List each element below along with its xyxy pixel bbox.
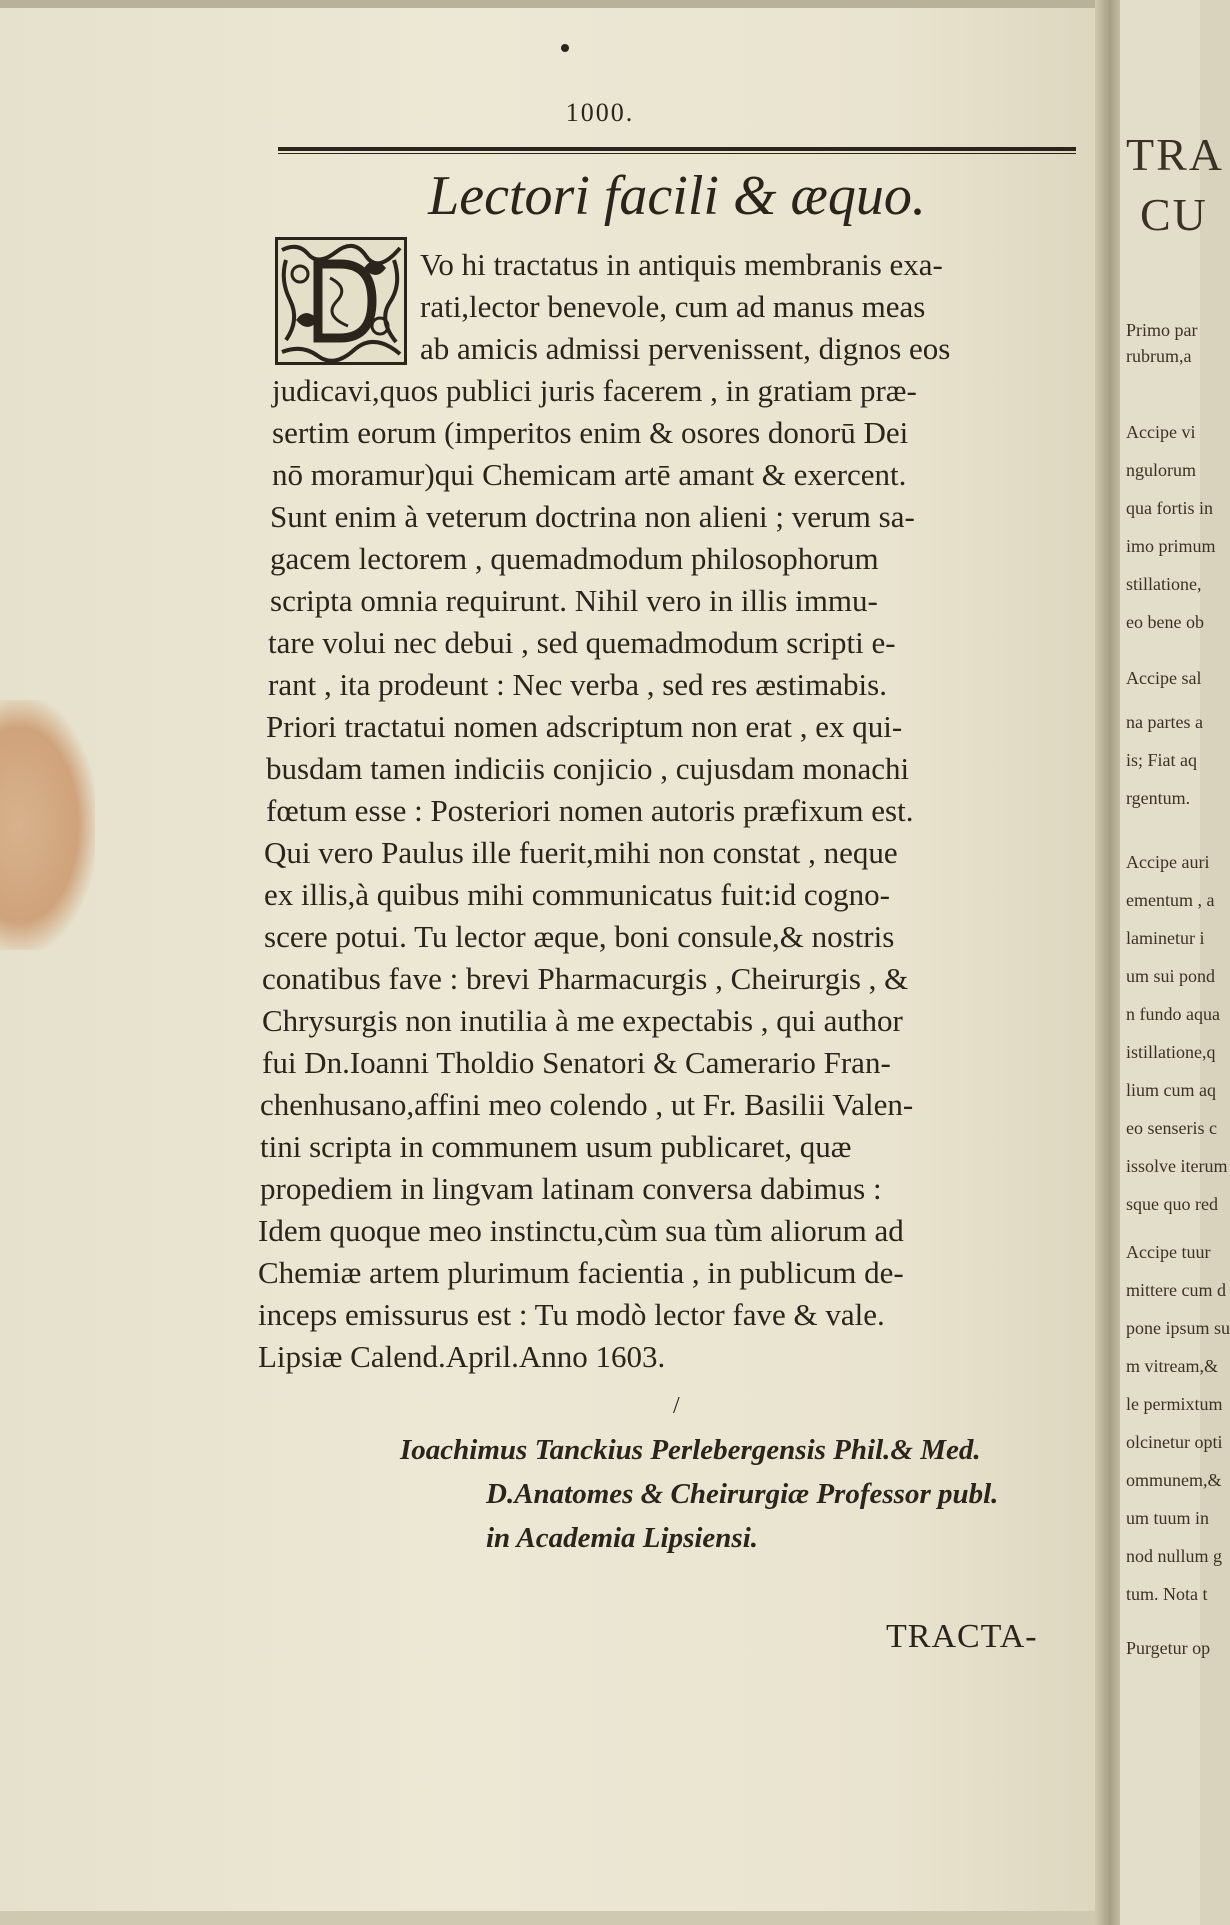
facing-line: Accipe sal (1126, 668, 1202, 688)
page-heading: Lectori facili & æquo. (428, 165, 926, 227)
facing-line: sque quo red (1126, 1194, 1218, 1214)
body-line: chenhusano,affini meo colendo , ut Fr. Basilii Valen- (260, 1087, 914, 1122)
facing-line: lium cum aq (1126, 1080, 1216, 1100)
body-line: Qui vero Paulus ille fuerit,mihi non constat , neque (264, 835, 898, 870)
facing-line: olcinetur opti (1126, 1432, 1223, 1452)
facing-line: ommunem,& (1126, 1470, 1222, 1490)
body-line: rant , ita prodeunt : Nec verba , sed res æstimabis. (268, 667, 887, 702)
facing-line: ementum , a (1126, 890, 1215, 910)
facing-line: issolve iterum (1126, 1156, 1228, 1176)
facing-line: qua fortis in (1126, 498, 1213, 518)
facing-line: na partes a (1126, 712, 1203, 732)
thumb-holding-page (0, 700, 95, 950)
body-line: tare volui nec debui , sed quemadmodum scripti e- (268, 625, 896, 660)
body-line: ab amicis admissi pervenissent, dignos eos (420, 331, 951, 366)
facing-line: laminetur i (1126, 928, 1205, 948)
facing-line: m vitream,& (1126, 1356, 1218, 1376)
body-line: Idem quoque meo instinctu,cùm sua tùm aliorum ad (258, 1213, 904, 1248)
body-line: Vo hi tractatus in antiquis membranis exa- (420, 247, 943, 282)
facing-line: ngulorum (1126, 460, 1196, 480)
body-line: ex illis,à quibus mihi communicatus fuit:id cogno- (264, 877, 890, 912)
facing-line: Primo par (1126, 320, 1198, 340)
body-line: Lipsiæ Calend.April.Anno 1603. (258, 1339, 666, 1374)
body-line: sertim eorum (imperitos enim & osores donorū Dei (272, 415, 909, 450)
facing-line: Purgetur op (1126, 1638, 1211, 1658)
body-line: inceps emissurus est : Tu modò lector fave & vale. (258, 1297, 885, 1332)
body-line: fui Dn.Ioanni Tholdio Senatori & Camerario Fran- (262, 1045, 891, 1080)
facing-line: mittere cum d (1126, 1280, 1226, 1300)
page-number: 1000. (565, 98, 635, 127)
facing-line: stillatione, (1126, 574, 1202, 594)
body-line: tini scripta in communem usum publicaret, quæ (260, 1129, 852, 1164)
facing-line: Accipe vi (1126, 422, 1196, 442)
facing-line: tum. Nota t (1126, 1584, 1208, 1604)
facing-line: n fundo aqua (1126, 1004, 1220, 1024)
catchword: TRACTA- (886, 1618, 1038, 1655)
facing-heading: TRA (1126, 129, 1224, 180)
body-line: scripta omnia requirunt. Nihil vero in illis immu- (270, 583, 878, 618)
facing-line: um sui pond (1126, 966, 1216, 986)
body-line: rati,lector benevole, cum ad manus meas (420, 289, 926, 324)
pen-mark: / (673, 1393, 680, 1419)
facing-heading: CU (1140, 189, 1208, 240)
facing-line: nod nullum g (1126, 1546, 1223, 1566)
body-line: Priori tractatui nomen adscriptum non erat , ex qui- (266, 709, 903, 744)
body-line: fœtum esse : Posteriori nomen autoris præfixum est. (266, 793, 914, 828)
page-top-edge (0, 0, 1125, 8)
facing-line: eo bene ob (1126, 612, 1204, 632)
facing-line: is; Fiat aq (1126, 750, 1197, 770)
body-line: Chemiæ artem plurimum facientia , in publicum de- (258, 1255, 904, 1290)
body-line: judicavi,quos publici juris facerem , in gratiam præ- (272, 373, 917, 408)
facing-line: Accipe auri (1126, 852, 1210, 872)
body-line: Sunt enim à veterum doctrina non alieni ; verum sa- (270, 499, 915, 534)
ink-dot (561, 44, 569, 52)
facing-line: rubrum,a (1126, 346, 1192, 366)
body-line: gacem lectorem , quemadmodum philosophorum (270, 541, 879, 576)
signature-line: Ioachimus Tanckius Perlebergensis Phil.& Med. (400, 1434, 981, 1466)
body-line: busdam tamen indiciis conjicio , cujusdam monachi (266, 751, 910, 786)
facing-line: um tuum in (1126, 1508, 1210, 1528)
body-line: nō moramur)qui Chemicam artē amant & exercent. (272, 457, 907, 492)
facing-line: rgentum. (1126, 788, 1191, 808)
facing-line: eo senseris c (1126, 1118, 1217, 1138)
decorated-initial (275, 237, 407, 365)
page-bottom-edge (0, 1911, 1125, 1925)
body-line: scere potui. Tu lector æque, boni consule,& nostris (264, 919, 895, 954)
facing-line: pone ipsum su (1126, 1318, 1230, 1338)
facing-line: Accipe tuur (1126, 1242, 1211, 1262)
header-rule (278, 147, 1076, 151)
facing-line: le permixtum (1126, 1394, 1223, 1414)
facing-line: imo primum (1126, 536, 1216, 556)
body-line: conatibus fave : brevi Pharmacurgis , Cheirurgis , & (262, 961, 909, 996)
header-rule-thin (278, 153, 1076, 154)
body-line: Chrysurgis non inutilia à me expectabis , qui author (262, 1003, 903, 1038)
facing-line: istillatione,q (1126, 1042, 1216, 1062)
facing-page (1120, 0, 1230, 1925)
body-line: propediem in lingvam latinam conversa dabimus : (260, 1171, 882, 1206)
signature-line: in Academia Lipsiensi. (486, 1522, 759, 1554)
signature-line: D.Anatomes & Cheirurgiæ Professor publ. (486, 1478, 999, 1510)
